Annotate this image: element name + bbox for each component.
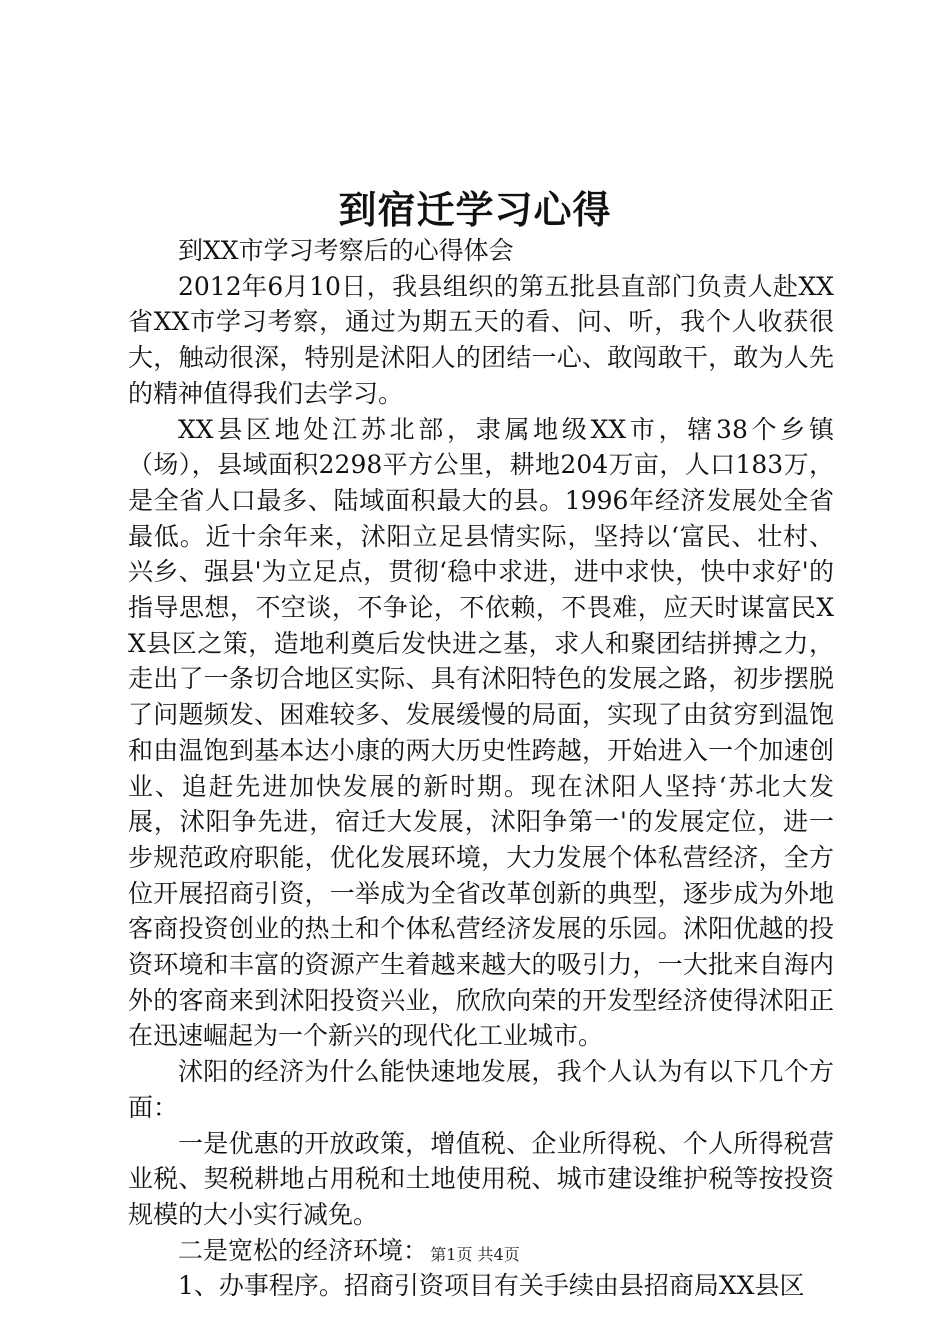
- document-title: 到宿迁学习心得: [338, 187, 612, 232]
- body-paragraph-5: 二是宽松的经济环境：: [178, 1235, 429, 1265]
- body-paragraph-1: 2012年6月10日，我县组织的第五批县直部门负责人赴XX省XX市学习考察，通过为期五天的看、问、听，我个人收获很大，触动很深，特别是沭阳人的团结一心、敢闯敢干，敢为人先的精神值得我们去学习。: [128, 271, 834, 408]
- body-paragraph-2: XX县区地处江苏北部，隶属地级XX市，辖38个乡镇（场），县域面积2298平方公里，耕地204万亩，人口183万，是全省人口最多、陆域面积最大的县。1996年经济发展处全省最低。近十余年来，沭阳立足县情实际，坚持以‘富民、壮村、兴乡、强县'为立足点，贯彻‘稳中求进，进中求快，快中求好'的指导思想，不空谈，不争论，不依赖，不畏难，应天时谋富民XX县区之策，造地利奠后发快进之基，求人和聚团结拼搏之力，走出了一条切合地区实际、具有沭阳特色的发展之路，初步摆脱了问题频发、困难较多、发展缓慢的局面，实现了由贫穷到温饱和由温饱到基本达小康的两大历史性跨越，开始进入一个加速创业、追赶先进加快发展的新时期。现在沭阳人坚持‘苏北大发展，沭阳争先进，宿迁大发展，沭阳争第一'的发展定位，进一步规范政府职能，优化发展环境，大力发展个体私营经济，全方位开展招商引资，一举成为全省改革创新的典型，逐步成为外地客商投资创业的热土和个体私营经济发展的乐园。沭阳优越的投资环境和丰富的资源产生着越来越大的吸引力，一大批来自海内外的客商来到沭阳投资兴业，欣欣向荣的开发型经济使得沭阳正在迅速崛起为一个新兴的现代化工业城市。: [128, 414, 834, 1051]
- subtitle-paragraph: 到XX市学习考察后的心得体会: [178, 236, 514, 265]
- document-body: [128, 233, 834, 1304]
- body-paragraph-3: 沭阳的经济为什么能快速地发展，我个人认为有以下几个方面：: [128, 1057, 834, 1122]
- body-paragraph-4: 一是优惠的开放政策，增值税、企业所得税、个人所得税营业税、契税耕地占用税和土地使用税、城市建设维护税等按投资规模的大小实行减免。: [128, 1128, 834, 1229]
- page-footer: 第1页 共4页: [430, 1245, 520, 1264]
- body-paragraph-6: 1、办事程序。招商引资项目有关手续由县招商局XX县区: [178, 1271, 805, 1301]
